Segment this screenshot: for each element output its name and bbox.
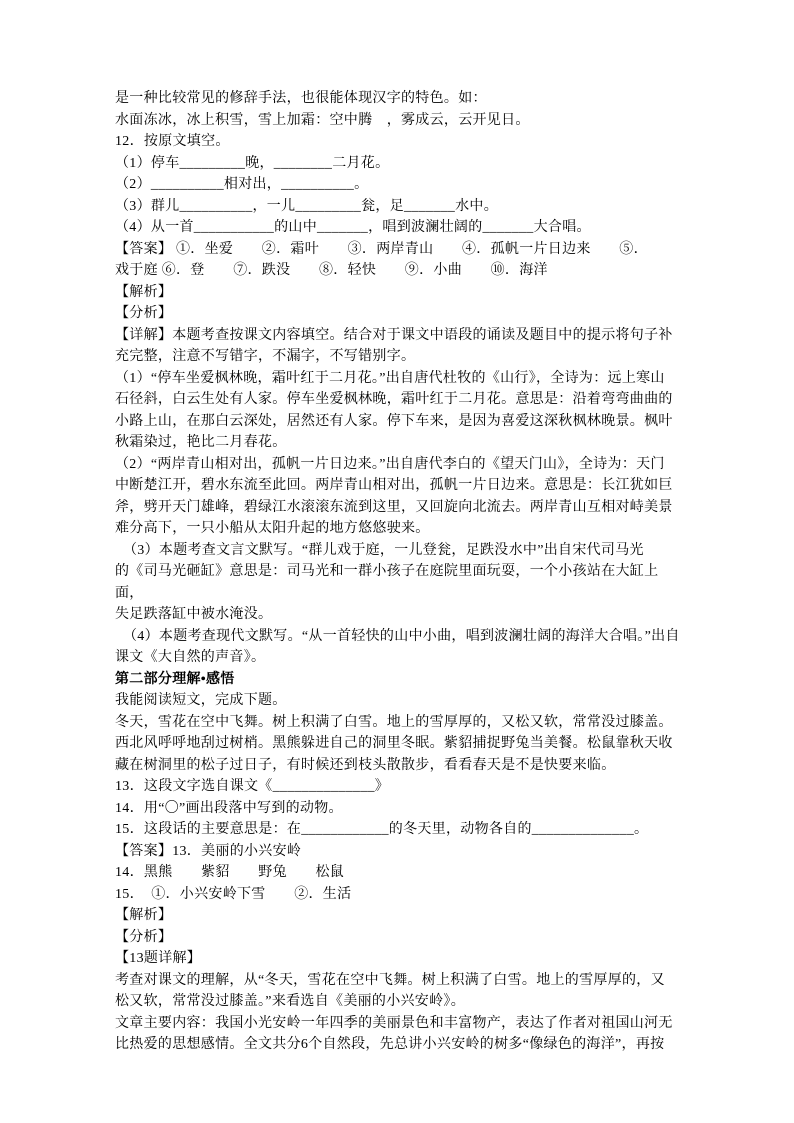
text-line: 藏在树洞里的松子过日子，有时候还到枝头散散步，看看春天是不是快要来临。 bbox=[115, 757, 616, 773]
text-line: 是一种比较常见的修辞手法，也很能体现汉字的特色。如： bbox=[115, 91, 487, 106]
text-line: 我能阅读短文，完成下题。 bbox=[115, 693, 287, 708]
text-line: 小路上山，在那白云深处，居然还有人家。停下车来，是因为喜爱这深秋枫林晚景。枫叶 bbox=[115, 413, 673, 429]
text-line: 斧，劈开天门雄峰，碧绿江水滚滚东流到这里，又回旋向北流去。两岸青山互相对峙美景 bbox=[115, 499, 673, 515]
text-line: 的《司马光砸缸》意思是：司马光和一群小孩子在庭院里面玩耍，一个小孩站在大缸上面， bbox=[115, 564, 659, 601]
text-line: 第二部分理解•感悟 bbox=[115, 671, 235, 687]
text-line: （3）群儿__________，一儿_________瓮，足_______水中。 bbox=[115, 198, 498, 214]
text-line: （2）“两岸青山相对出，孤帆一片日边来。”出自唐代李白的《望天门山》，全诗为：天门 bbox=[115, 456, 665, 472]
text-line: 12．按原文填空。 bbox=[115, 134, 230, 149]
text-line: 水面冻冰，冰上积雪，雪上加霜：空中腾 ，雾成云，云开见日。 bbox=[115, 112, 530, 128]
text-line: 戏于庭 ⑥．登 ⑦．跌没 ⑧．轻快 ⑨．小曲 ⑩．海洋 bbox=[115, 263, 548, 278]
text-line: 【解析】 bbox=[115, 908, 173, 923]
text-line: 失足跌落缸中被水淹没。 bbox=[115, 607, 273, 622]
text-line: 13．这段文字选自课文《______________》 bbox=[115, 779, 390, 794]
text-line: 石径斜，白云生处有人家。停车坐爱枫林晚，霜叶红于二月花。意思是：沿着弯弯曲曲的 bbox=[115, 392, 673, 407]
text-line: 15．这段话的主要意思是：在____________的冬天里，动物各自的______________。 bbox=[115, 822, 649, 837]
text-line: 【解析】 bbox=[115, 284, 173, 300]
text-line: （1）停车_________晚，________二月花。 bbox=[115, 155, 390, 171]
text-line: 秋霜染过，艳比二月春花。 bbox=[115, 435, 287, 450]
text-line: 14．用“〇”画出段落中写到的动物。 bbox=[115, 800, 343, 816]
text-line: 冬天，雪花在空中飞舞。树上积满了白雪。地上的雪厚厚的，又松又软，常常没过膝盖。 bbox=[115, 714, 673, 730]
text-line: 【详解】本题考查按课文内容填空。结合对于课文中语段的诵读及题目中的提示将句子补 bbox=[115, 327, 673, 343]
text-line: 14．黑熊 紫貂 野兔 松鼠 bbox=[115, 865, 345, 880]
text-line: 比热爱的思想感情。全文共分6个自然段，先总讲小兴安岭的树多“像绿色的海洋”，再按 bbox=[115, 1037, 665, 1052]
text-line: 充完整，注意不写错字，不漏字，不写错别字。 bbox=[115, 349, 416, 364]
text-line: 松又软，常常没过膝盖。”来看选自《美丽的小兴安岭》。 bbox=[115, 994, 466, 1009]
text-line: 【答案】 ①．坐爱 ②．霜叶 ③．两岸青山 ④．孤帆一片日边来 ⑤． bbox=[115, 241, 648, 257]
text-line: 【分析】 bbox=[115, 929, 173, 945]
document-body bbox=[115, 88, 681, 1056]
text-line: 文章主要内容：我国小光安岭一年四季的美丽景色和丰富物产，表达了作者对祖国山河无 bbox=[115, 1015, 673, 1031]
text-line: 西北风呼呼地刮过树梢。黑熊躲进自己的洞里冬眠。紫貂捕捉野兔当美餐。松鼠靠秋天收 bbox=[115, 736, 673, 751]
text-line: 中断楚江开，碧水东流至此回。两岸青山相对出，孤帆一片日边来。意思是：长江犹如巨 bbox=[115, 478, 673, 493]
text-line: 【分析】 bbox=[115, 306, 173, 321]
text-line: （1）“停车坐爱枫林晚，霜叶红于二月花。”出自唐代杜牧的《山行》，全诗为：远上寒山 bbox=[115, 370, 665, 386]
text-line: （4）本题考查现代文默写。“从一首轻快的山中小曲，唱到波澜壮阔的海洋大合唱。”出自 bbox=[123, 628, 680, 644]
text-line: 难分高下，一只小船从太阳升起的地方悠悠驶来。 bbox=[115, 521, 430, 536]
text-line: （4）从一首___________的山中_______，唱到波澜壮阔的_______大合唱。 bbox=[115, 220, 591, 235]
text-line: （3）本题考查文言文默写。“群儿戏于庭，一儿登瓮，足跌没水中”出自宋代司马光 bbox=[123, 542, 644, 558]
text-line: 【答案】13．美丽的小兴安岭 bbox=[115, 843, 302, 859]
text-line: 【13题详解】 bbox=[115, 951, 202, 966]
text-line: 课文《大自然的声音》。 bbox=[115, 650, 266, 665]
text-line: 考查对课文的理解，从“冬天，雪花在空中飞舞。树上积满了白雪。地上的雪厚厚的，又 bbox=[115, 972, 665, 988]
text-line: （2）__________相对出，__________。 bbox=[115, 177, 369, 192]
text-line: 15． ①．小兴安岭下雪 ②．生活 bbox=[115, 886, 352, 902]
